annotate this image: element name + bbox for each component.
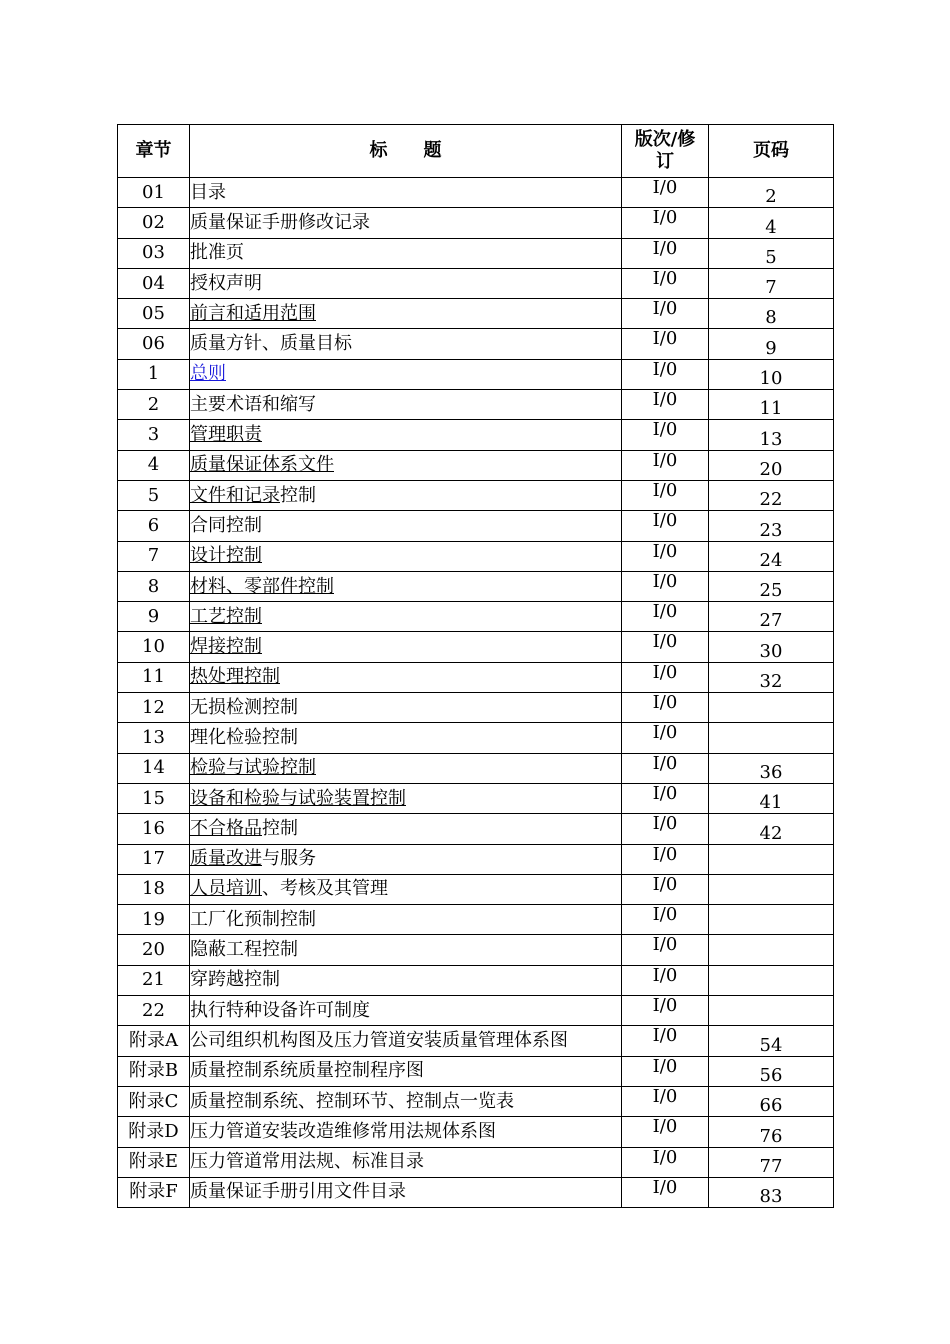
page-cell: 13 (709, 420, 834, 450)
chapter-cell: 附录C (118, 1086, 190, 1116)
table-row (118, 1117, 834, 1147)
title-link[interactable]: 检验与试验控制 (190, 757, 316, 779)
page-cell: 22 (709, 480, 834, 510)
chapter-cell: 01 (118, 178, 190, 208)
chapter-cell: 17 (118, 844, 190, 874)
chapter-cell: 18 (118, 874, 190, 904)
title-text: 压力管道安装改造维修常用法规体系图 (190, 1120, 496, 1142)
page-cell: 8 (709, 299, 834, 329)
table-row (118, 723, 834, 753)
page-cell (709, 723, 834, 753)
title-cell (190, 723, 622, 753)
title-link[interactable]: 文件和记录 (190, 484, 280, 506)
title-cell (190, 935, 622, 965)
title-text: 、考核及其管理 (262, 878, 388, 900)
table-row (118, 693, 834, 723)
table-row (118, 1177, 834, 1207)
table-row (118, 420, 834, 450)
table-row (118, 390, 834, 420)
toc-body (118, 178, 834, 1208)
title-cell (190, 268, 622, 298)
chapter-cell: 19 (118, 905, 190, 935)
table-row (118, 571, 834, 601)
chapter-cell: 3 (118, 420, 190, 450)
title-cell (190, 480, 622, 510)
page-cell: 27 (709, 602, 834, 632)
version-cell: Ⅰ/0 (622, 905, 709, 935)
chapter-cell: 05 (118, 299, 190, 329)
version-cell: Ⅰ/0 (622, 359, 709, 389)
page-cell: 25 (709, 571, 834, 601)
version-cell: Ⅰ/0 (622, 238, 709, 268)
table-row (118, 238, 834, 268)
version-cell: Ⅰ/0 (622, 1177, 709, 1207)
title-cell (190, 178, 622, 208)
table-row (118, 874, 834, 904)
title-cell (190, 602, 622, 632)
version-cell: Ⅰ/0 (622, 723, 709, 753)
chapter-cell: 1 (118, 359, 190, 389)
title-text: 压力管道常用法规、标准目录 (190, 1151, 424, 1173)
table-row (118, 511, 834, 541)
table-row (118, 541, 834, 571)
title-cell (190, 844, 622, 874)
title-text: 控制 (262, 817, 298, 839)
title-text: 质量保证手册引用文件目录 (190, 1181, 406, 1203)
title-text: 合同控制 (190, 514, 262, 536)
title-cell (190, 814, 622, 844)
header-page: 页码 (709, 125, 834, 178)
version-cell: Ⅰ/0 (622, 753, 709, 783)
chapter-cell: 03 (118, 238, 190, 268)
table-row (118, 1026, 834, 1056)
title-cell (190, 1177, 622, 1207)
title-cell (190, 571, 622, 601)
title-cell (190, 753, 622, 783)
page-cell: 41 (709, 783, 834, 813)
header-title: 标 题 (190, 125, 622, 178)
title-cell (190, 905, 622, 935)
title-cell (190, 238, 622, 268)
title-text: 质量控制系统质量控制程序图 (190, 1060, 424, 1082)
table-row (118, 268, 834, 298)
chapter-cell: 22 (118, 996, 190, 1026)
title-cell (190, 511, 622, 541)
title-cell (190, 1147, 622, 1177)
version-cell: Ⅰ/0 (622, 874, 709, 904)
version-cell: Ⅰ/0 (622, 632, 709, 662)
chapter-cell: 附录A (118, 1026, 190, 1056)
page-cell: 4 (709, 208, 834, 238)
page-cell: 32 (709, 662, 834, 692)
version-cell: Ⅰ/0 (622, 935, 709, 965)
table-row (118, 905, 834, 935)
title-text: 隐蔽工程控制 (190, 939, 298, 961)
page-cell: 66 (709, 1086, 834, 1116)
title-link[interactable]: 质量改进 (190, 848, 262, 870)
title-cell (190, 783, 622, 813)
title-text: 无损检测控制 (190, 696, 298, 718)
version-cell: Ⅰ/0 (622, 814, 709, 844)
version-cell: Ⅰ/0 (622, 541, 709, 571)
version-cell: Ⅰ/0 (622, 299, 709, 329)
title-cell (190, 874, 622, 904)
table-row (118, 178, 834, 208)
page-cell: 9 (709, 329, 834, 359)
title-link[interactable]: 设计控制 (190, 545, 262, 567)
version-cell: Ⅰ/0 (622, 450, 709, 480)
chapter-cell: 14 (118, 753, 190, 783)
title-cell (190, 662, 622, 692)
title-cell (190, 541, 622, 571)
table-row (118, 1056, 834, 1086)
header-version (622, 125, 709, 178)
version-cell: Ⅰ/0 (622, 329, 709, 359)
title-link[interactable]: 热处理控制 (190, 666, 280, 688)
title-text: 质量控制系统、控制环节、控制点一览表 (190, 1090, 514, 1112)
version-cell: Ⅰ/0 (622, 178, 709, 208)
table-row (118, 935, 834, 965)
version-cell: Ⅰ/0 (622, 420, 709, 450)
page-cell: 56 (709, 1056, 834, 1086)
title-text: 与服务 (262, 848, 316, 870)
page-cell: 36 (709, 753, 834, 783)
version-cell: Ⅰ/0 (622, 602, 709, 632)
page-cell: 23 (709, 511, 834, 541)
table-row (118, 359, 834, 389)
toc-table (117, 124, 834, 1208)
table-row (118, 753, 834, 783)
title-cell (190, 208, 622, 238)
title-cell (190, 632, 622, 662)
chapter-cell: 附录E (118, 1147, 190, 1177)
title-cell (190, 1026, 622, 1056)
title-link[interactable]: 焊接控制 (190, 636, 262, 658)
version-cell: Ⅰ/0 (622, 844, 709, 874)
title-link[interactable]: 前言和适用范围 (190, 302, 316, 324)
table-row (118, 996, 834, 1026)
chapter-cell: 2 (118, 390, 190, 420)
chapter-cell: 附录D (118, 1117, 190, 1147)
version-cell: Ⅰ/0 (622, 1056, 709, 1086)
chapter-cell: 4 (118, 450, 190, 480)
chapter-cell: 7 (118, 541, 190, 571)
table-row (118, 1086, 834, 1116)
chapter-cell: 6 (118, 511, 190, 541)
table-row (118, 1147, 834, 1177)
title-cell (190, 329, 622, 359)
table-row (118, 632, 834, 662)
chapter-cell: 附录F (118, 1177, 190, 1207)
title-text: 控制 (280, 484, 316, 506)
title-cell (190, 693, 622, 723)
chapter-cell: 12 (118, 693, 190, 723)
page-cell: 10 (709, 359, 834, 389)
page-cell: 30 (709, 632, 834, 662)
table-row (118, 814, 834, 844)
title-link[interactable]: 材料、零部件控制 (190, 575, 334, 597)
page-cell: 77 (709, 1147, 834, 1177)
table-row (118, 208, 834, 238)
table-row (118, 329, 834, 359)
chapter-cell: 02 (118, 208, 190, 238)
title-text: 主要术语和缩写 (190, 393, 316, 415)
version-cell: Ⅰ/0 (622, 511, 709, 541)
chapter-cell: 21 (118, 965, 190, 995)
version-cell: Ⅰ/0 (622, 1026, 709, 1056)
title-text: 目录 (190, 181, 226, 203)
page-cell (709, 905, 834, 935)
page-cell: 83 (709, 1177, 834, 1207)
version-cell: Ⅰ/0 (622, 693, 709, 723)
title-text: 穿跨越控制 (190, 969, 280, 991)
version-cell: Ⅰ/0 (622, 783, 709, 813)
page-cell (709, 874, 834, 904)
title-cell (190, 965, 622, 995)
title-text: 工厂化预制控制 (190, 908, 316, 930)
chapter-cell: 16 (118, 814, 190, 844)
chapter-cell: 5 (118, 480, 190, 510)
page-cell: 42 (709, 814, 834, 844)
chapter-cell: 8 (118, 571, 190, 601)
page-cell: 11 (709, 390, 834, 420)
title-cell (190, 390, 622, 420)
title-text: 质量方针、质量目标 (190, 333, 352, 355)
version-cell: Ⅰ/0 (622, 480, 709, 510)
page-cell: 76 (709, 1117, 834, 1147)
version-cell: Ⅰ/0 (622, 1086, 709, 1116)
title-cell (190, 996, 622, 1026)
chapter-cell: 04 (118, 268, 190, 298)
chapter-cell: 11 (118, 662, 190, 692)
version-cell: Ⅰ/0 (622, 390, 709, 420)
version-cell: Ⅰ/0 (622, 268, 709, 298)
page-cell: 2 (709, 178, 834, 208)
table-row (118, 844, 834, 874)
version-cell: Ⅰ/0 (622, 965, 709, 995)
table-row (118, 783, 834, 813)
version-cell: Ⅰ/0 (622, 1147, 709, 1177)
page-cell (709, 996, 834, 1026)
version-cell: Ⅰ/0 (622, 662, 709, 692)
title-text: 质量保证手册修改记录 (190, 211, 370, 233)
chapter-cell: 附录B (118, 1056, 190, 1086)
version-cell: Ⅰ/0 (622, 208, 709, 238)
chapter-cell: 20 (118, 935, 190, 965)
title-text: 批准页 (190, 242, 244, 264)
title-cell (190, 450, 622, 480)
title-link[interactable]: 人员培训 (190, 878, 262, 900)
page-cell (709, 965, 834, 995)
page-cell: 7 (709, 268, 834, 298)
chapter-cell: 9 (118, 602, 190, 632)
table-row (118, 965, 834, 995)
chapter-cell: 13 (118, 723, 190, 753)
title-link[interactable]: 质量保证体系文件 (190, 454, 334, 476)
version-cell: Ⅰ/0 (622, 1117, 709, 1147)
title-link[interactable]: 设备和检验与试验装置控制 (190, 787, 406, 809)
page-cell (709, 844, 834, 874)
title-text: 授权声明 (190, 272, 262, 294)
title-link[interactable]: 工艺控制 (190, 605, 262, 627)
toc-header-row (118, 125, 834, 178)
title-text: 公司组织机构图及压力管道安装质量管理体系图 (190, 1029, 568, 1051)
table-row (118, 480, 834, 510)
page-cell: 24 (709, 541, 834, 571)
page-cell: 5 (709, 238, 834, 268)
version-cell: Ⅰ/0 (622, 996, 709, 1026)
title-cell (190, 420, 622, 450)
table-row (118, 662, 834, 692)
chapter-cell: 06 (118, 329, 190, 359)
page-cell: 54 (709, 1026, 834, 1056)
page-cell (709, 935, 834, 965)
title-text: 执行特种设备许可制度 (190, 999, 370, 1021)
chapter-cell: 15 (118, 783, 190, 813)
title-cell (190, 1056, 622, 1086)
title-link[interactable]: 总则 (190, 363, 226, 385)
title-cell (190, 299, 622, 329)
table-row (118, 602, 834, 632)
chapter-cell: 10 (118, 632, 190, 662)
title-cell (190, 1086, 622, 1116)
page-cell: 20 (709, 450, 834, 480)
header-version-label: 版次/修订 (634, 129, 696, 172)
table-row (118, 450, 834, 480)
title-cell (190, 359, 622, 389)
table-row (118, 299, 834, 329)
title-link[interactable]: 不合格品 (190, 817, 262, 839)
title-link[interactable]: 管理职责 (190, 424, 262, 446)
header-chapter: 章节 (118, 125, 190, 178)
title-text: 理化检验控制 (190, 726, 298, 748)
version-cell: Ⅰ/0 (622, 571, 709, 601)
page-cell (709, 693, 834, 723)
title-cell (190, 1117, 622, 1147)
